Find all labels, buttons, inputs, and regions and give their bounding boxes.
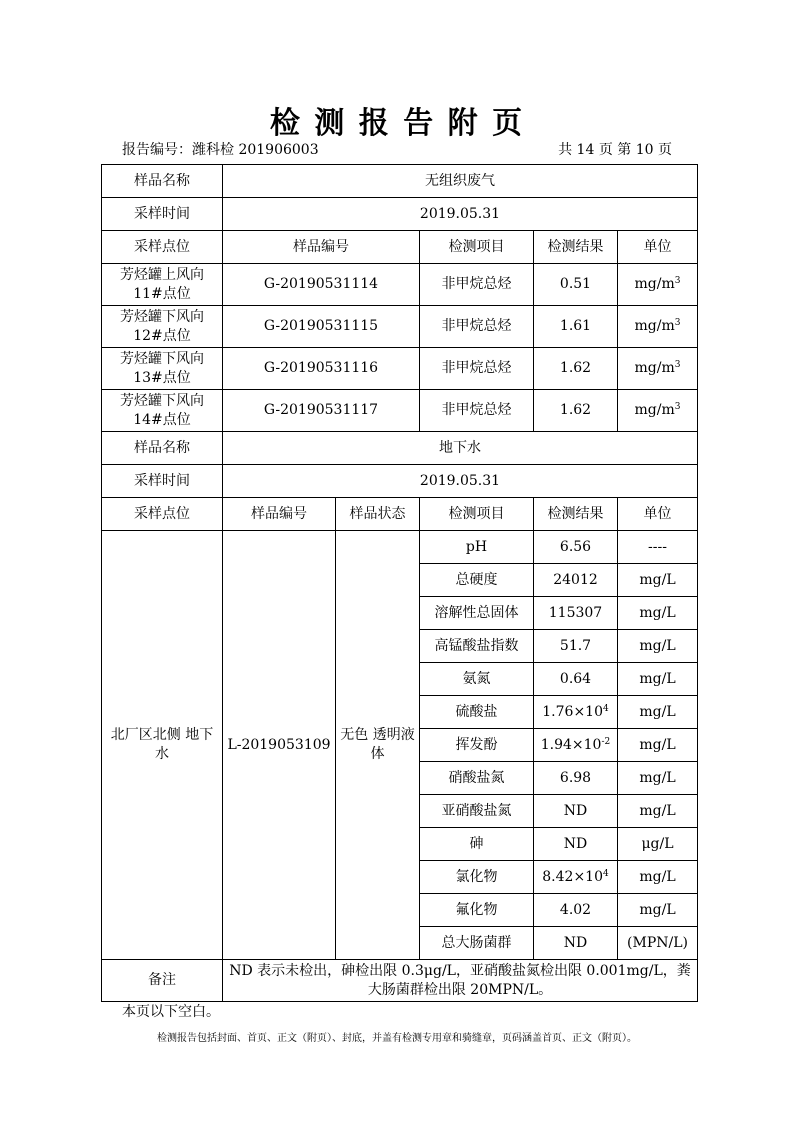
- gas-sample-id: G-20190531115: [223, 306, 420, 348]
- result-text: 6.98: [559, 769, 592, 786]
- unit-sup: 3: [674, 402, 681, 412]
- gas-result: 1.62: [534, 348, 618, 390]
- water-header-unit: 单位: [618, 498, 698, 531]
- result-text: ND: [563, 835, 588, 852]
- result-text: 24012: [553, 571, 598, 588]
- water-item: 亚硝酸盐氮: [420, 795, 534, 828]
- gas-result: 1.61: [534, 306, 618, 348]
- water-item: 氟化物: [420, 894, 534, 927]
- result-text: 6.56: [559, 538, 592, 555]
- report-table: [101, 164, 698, 1002]
- water-item: pH: [420, 531, 534, 564]
- result-sup: 4: [602, 703, 609, 714]
- gas-point: 芳烃罐下风向 14#点位: [102, 390, 223, 432]
- unit-sup: 3: [674, 318, 681, 328]
- water-name-label: 样品名称: [102, 432, 223, 465]
- water-header-result: 检测结果: [534, 498, 618, 531]
- gas-point: 芳烃罐下风向 13#点位: [102, 348, 223, 390]
- gas-row: [102, 390, 698, 432]
- gas-sample-id: G-20190531114: [223, 264, 420, 306]
- water-sample-state: 无色 透明液体: [336, 531, 420, 960]
- result-text: ND: [563, 802, 588, 819]
- water-unit: mg/L: [618, 795, 698, 828]
- water-item: 硝酸盐氮: [420, 762, 534, 795]
- water-item: 挥发酚: [420, 729, 534, 762]
- water-result: [534, 564, 618, 597]
- water-item: 氯化物: [420, 861, 534, 894]
- gas-result: 1.62: [534, 390, 618, 432]
- gas-row: [102, 264, 698, 306]
- water-item: 砷: [420, 828, 534, 861]
- unit-sup: 3: [674, 276, 681, 286]
- gas-unit: [618, 348, 698, 390]
- gas-header-id: 样品编号: [223, 231, 420, 264]
- water-unit: mg/L: [618, 630, 698, 663]
- water-unit: ----: [618, 531, 698, 564]
- water-unit: (MPN/L): [618, 927, 698, 960]
- water-item: 总硬度: [420, 564, 534, 597]
- water-header-point: 采样点位: [102, 498, 223, 531]
- gas-result: 0.51: [534, 264, 618, 306]
- water-time-label: 采样时间: [102, 465, 223, 498]
- gas-item: 非甲烷总烃: [420, 348, 534, 390]
- gas-unit: [618, 390, 698, 432]
- result-text: 1.94×10: [540, 736, 602, 753]
- gas-header-row: [102, 231, 698, 264]
- water-result: [534, 696, 618, 729]
- remark-row: [102, 960, 698, 1002]
- unit-text: mg/m: [634, 318, 675, 334]
- gas-name-row: [102, 165, 698, 198]
- page-title: 检 测 报 告 附 页: [269, 106, 525, 141]
- gas-point: 芳烃罐上风向 11#点位: [102, 264, 223, 306]
- water-header-item: 检测项目: [420, 498, 534, 531]
- result-text: 1.76×10: [542, 703, 603, 720]
- water-unit: mg/L: [618, 894, 698, 927]
- result-sup: 4: [602, 868, 609, 879]
- water-result: [534, 828, 618, 861]
- result-text: 4.02: [559, 901, 592, 918]
- water-unit: mg/L: [618, 663, 698, 696]
- water-unit: mg/L: [618, 762, 698, 795]
- water-item: 高锰酸盐指数: [420, 630, 534, 663]
- water-result: [534, 894, 618, 927]
- remark-label: 备注: [102, 960, 223, 1002]
- water-result: [534, 531, 618, 564]
- gas-header-result: 检测结果: [534, 231, 618, 264]
- gas-unit: [618, 264, 698, 306]
- gas-header-item: 检测项目: [420, 231, 534, 264]
- gas-item: 非甲烷总烃: [420, 390, 534, 432]
- result-sup: -2: [601, 736, 611, 747]
- water-result: [534, 729, 618, 762]
- gas-row: [102, 306, 698, 348]
- gas-sample-id: G-20190531117: [223, 390, 420, 432]
- water-unit: μg/L: [618, 828, 698, 861]
- water-result: [534, 861, 618, 894]
- water-result: [534, 663, 618, 696]
- water-unit: mg/L: [618, 597, 698, 630]
- unit-text: mg/m: [634, 276, 675, 292]
- water-item: 硫酸盐: [420, 696, 534, 729]
- result-text: 51.7: [559, 637, 592, 654]
- gas-time-label: 采样时间: [102, 198, 223, 231]
- gas-header-point: 采样点位: [102, 231, 223, 264]
- water-time-value: 2019.05.31: [223, 465, 698, 498]
- gas-item: 非甲烷总烃: [420, 264, 534, 306]
- water-header-id: 样品编号: [223, 498, 336, 531]
- water-result: [534, 597, 618, 630]
- water-time-row: [102, 465, 698, 498]
- water-row: [102, 531, 698, 564]
- report-number: 报告编号：潍科检 201906003: [122, 142, 319, 158]
- water-header-row: [102, 498, 698, 531]
- result-text: 0.64: [559, 670, 592, 687]
- gas-row: [102, 348, 698, 390]
- report-meta: [122, 139, 672, 159]
- water-point: 北厂区北侧 地下水: [102, 531, 223, 960]
- water-name-row: [102, 432, 698, 465]
- gas-point: 芳烃罐下风向 12#点位: [102, 306, 223, 348]
- result-text: ND: [563, 934, 588, 951]
- unit-text: mg/m: [634, 360, 675, 376]
- gas-name-value: 无组织废气: [223, 165, 698, 198]
- water-unit: mg/L: [618, 564, 698, 597]
- water-item: 总大肠菌群: [420, 927, 534, 960]
- gas-header-unit: 单位: [618, 231, 698, 264]
- water-item: 氨氮: [420, 663, 534, 696]
- water-sample-id: L-2019053109: [223, 531, 336, 960]
- water-header-state: 样品状态: [336, 498, 420, 531]
- remark-text: ND 表示未检出，砷检出限 0.3μg/L，亚硝酸盐氮检出限 0.001mg/L，粪大肠菌群检出限 20MPN/L。: [223, 960, 698, 1002]
- water-unit: mg/L: [618, 861, 698, 894]
- water-name-value: 地下水: [223, 432, 698, 465]
- blank-note: 本页以下空白。: [122, 1004, 220, 1020]
- water-result: [534, 927, 618, 960]
- water-result: [534, 630, 618, 663]
- water-unit: mg/L: [618, 696, 698, 729]
- gas-item: 非甲烷总烃: [420, 306, 534, 348]
- water-result: [534, 762, 618, 795]
- unit-text: mg/m: [634, 402, 675, 418]
- result-text: 8.42×10: [542, 868, 603, 885]
- water-item: 溶解性总固体: [420, 597, 534, 630]
- gas-time-row: [102, 198, 698, 231]
- page-info: 共 14 页 第 10 页: [558, 142, 672, 158]
- gas-time-value: 2019.05.31: [223, 198, 698, 231]
- unit-sup: 3: [674, 360, 681, 370]
- water-unit: mg/L: [618, 729, 698, 762]
- gas-name-label: 样品名称: [102, 165, 223, 198]
- result-text: 115307: [548, 604, 603, 621]
- gas-unit: [618, 306, 698, 348]
- page-footer: 检测报告包括封面、首页、正文（附页）、封底，并盖有检测专用章和骑缝章，页码涵盖首页、正文（附页）。: [157, 1033, 637, 1044]
- gas-sample-id: G-20190531116: [223, 348, 420, 390]
- water-result: [534, 795, 618, 828]
